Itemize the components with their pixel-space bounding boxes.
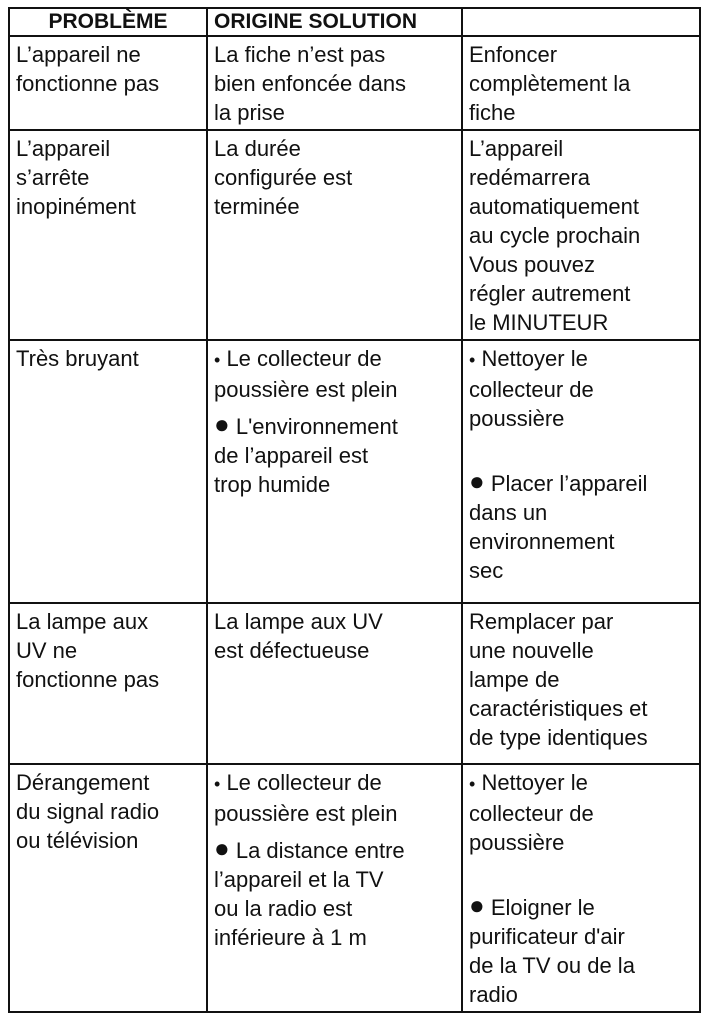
origine-text: La lampe aux UV est défectueuse xyxy=(214,609,383,663)
small-bullet-icon: • xyxy=(469,774,476,794)
origine-text: La durée configurée est terminée xyxy=(214,136,353,219)
cell-solution xyxy=(462,603,700,764)
small-bullet-icon: • xyxy=(469,350,476,370)
cell-origine xyxy=(207,340,462,603)
cell-solution xyxy=(462,36,700,130)
origine-text: Le collecteur de poussière est plein xyxy=(214,770,398,826)
origine-text: La fiche n’est pas bien enfoncée dans la prise xyxy=(214,42,407,125)
small-bullet-icon: • xyxy=(214,774,221,794)
origine-item xyxy=(214,833,455,952)
origine-item xyxy=(214,344,455,404)
origine-item xyxy=(214,409,455,499)
solution-text: L’appareil redémarrera automatiquement au cycle prochain Vous pouvez régler autrement le MINUTEUR xyxy=(469,136,641,335)
large-bullet-icon: ● xyxy=(214,409,230,439)
probleme-text: Dérangement du signal radio ou télévision xyxy=(16,770,160,853)
cell-probleme xyxy=(9,340,207,603)
cell-origine xyxy=(207,36,462,130)
origine-text: L'environnement de l’appareil est trop humide xyxy=(214,414,398,497)
small-bullet-icon: • xyxy=(214,350,221,370)
solution-text: Enfoncer complètement la fiche xyxy=(469,42,631,125)
solution-item xyxy=(469,344,693,433)
solution-item xyxy=(469,890,693,1009)
header-origine-solution: ORIGINE SOLUTION xyxy=(207,8,462,36)
header-empty xyxy=(462,8,700,36)
cell-solution xyxy=(462,340,700,603)
solution-text: Remplacer par une nouvelle lampe de caractéristiques et de type identiques xyxy=(469,609,648,750)
header-probleme: PROBLÈME xyxy=(9,8,207,36)
solution-item xyxy=(469,768,693,857)
troubleshooting-table xyxy=(8,7,701,1013)
cell-probleme xyxy=(9,36,207,130)
cell-probleme xyxy=(9,764,207,1012)
large-bullet-icon: ● xyxy=(469,466,485,496)
probleme-text: La lampe aux UV ne fonctionne pas xyxy=(16,609,160,692)
table-row xyxy=(9,340,700,603)
cell-probleme xyxy=(9,130,207,340)
troubleshooting-document xyxy=(8,7,699,1013)
table-row xyxy=(9,36,700,130)
table-row xyxy=(9,764,700,1012)
probleme-text: Très bruyant xyxy=(16,346,139,371)
solution-item xyxy=(469,134,693,337)
cell-origine xyxy=(207,603,462,764)
solution-item xyxy=(469,607,693,752)
probleme-text: L’appareil s’arrête inopinément xyxy=(16,136,136,219)
solution-text: Eloigner le purificateur d'air de la TV ou de la radio xyxy=(469,895,635,1007)
table-header-row xyxy=(9,8,700,36)
table-row xyxy=(9,603,700,764)
origine-text: Le collecteur de poussière est plein xyxy=(214,346,398,402)
solution-text: Nettoyer le collecteur de poussière xyxy=(469,346,594,431)
origine-item xyxy=(214,40,455,127)
cell-probleme xyxy=(9,603,207,764)
large-bullet-icon: ● xyxy=(214,833,230,863)
solution-item xyxy=(469,40,693,127)
origine-item xyxy=(214,134,455,221)
solution-text: Nettoyer le collecteur de poussière xyxy=(469,770,594,855)
probleme-text: L’appareil ne fonctionne pas xyxy=(16,42,160,96)
large-bullet-icon: ● xyxy=(469,890,485,920)
cell-origine xyxy=(207,130,462,340)
origine-item xyxy=(214,607,455,665)
solution-text: Placer l’appareil dans un environnement sec xyxy=(469,471,648,583)
origine-text: La distance entre l’appareil et la TV ou la radio est inférieure à 1 m xyxy=(214,838,405,950)
cell-solution xyxy=(462,764,700,1012)
cell-solution xyxy=(462,130,700,340)
origine-item xyxy=(214,768,455,828)
solution-item xyxy=(469,466,693,585)
cell-origine xyxy=(207,764,462,1012)
table-row xyxy=(9,130,700,340)
